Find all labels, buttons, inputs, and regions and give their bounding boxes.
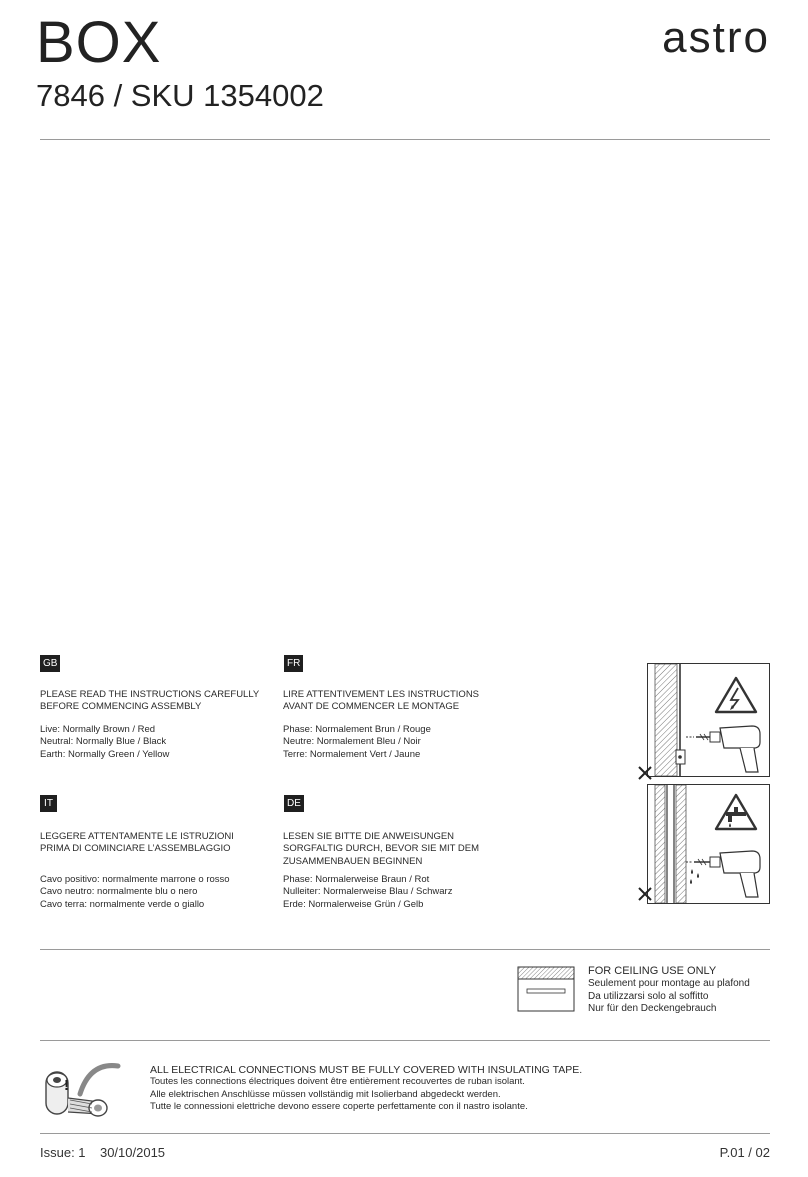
section-divider [40,949,770,950]
de-wiring [283,874,452,911]
lang-badge-fr: FR [284,655,303,672]
de-wiring-live: Phase: Normalerweise Braun / Rot [283,874,430,885]
footer-divider [40,1133,770,1134]
tape-notice-en: ALL ELECTRICAL CONNECTIONS MUST BE FULLY COVERED WITH INSULATING TAPE. [150,1064,583,1076]
de-wiring-earth: Erde: Normalerweise Grün / Gelb [283,898,424,910]
it-wiring [40,874,230,911]
it-heading-line: PRIMA DI COMINCIARE L’ASSEMBLAGGIO [40,843,231,855]
ceiling-notice-de: Nur für den Deckengebrauch [588,1003,717,1015]
tape-notice [150,1064,582,1114]
de-heading [283,831,479,868]
fr-wiring-neutral: Neutre: Normalement Bleu / Noir [283,736,421,748]
sku-line: 7846 / SKU 1354002 [36,78,324,113]
drill-electric-cable-illustration [648,664,769,776]
it-wiring-live: Cavo positivo: normalmente marrone o rosso [40,874,230,885]
section-divider [40,1040,770,1041]
issue-date: Issue: 1 30/10/2015 [40,1145,166,1160]
ceiling-notice-en: FOR CEILING USE ONLY [588,965,717,977]
lang-badge-it: IT [40,795,57,812]
ceiling-mount-icon [517,966,575,1012]
gb-wiring-neutral: Neutral: Normally Blue / Black [40,736,167,748]
ceiling-notice-fr: Seulement pour montage au plafond [588,977,750,989]
brand-logo: astro [662,13,770,62]
de-heading-line: ZUSAMMENBAUEN BEGINNEN [283,855,423,867]
gb-heading-line: PLEASE READ THE INSTRUCTIONS CAREFULLY [40,689,260,700]
gb-heading [40,689,259,714]
warning-panel-electric [647,663,770,777]
page-number: P.01 / 02 [719,1145,770,1160]
tape-notice-it: Tutte le connessioni elettriche devono essere coperte perfettamente con il nastro isolante. [150,1101,528,1113]
lang-badge-de: DE [284,795,304,812]
header-divider [40,139,770,140]
fr-wiring-earth: Terre: Normalement Vert / Jaune [283,748,421,760]
it-wiring-earth: Cavo terra: normalmente verde o giallo [40,898,205,910]
fr-heading [283,689,479,714]
fr-wiring [283,724,431,761]
drill-water-pipe-illustration [648,785,769,903]
fr-heading-line: LIRE ATTENTIVEMENT LES INSTRUCTIONS [283,689,480,700]
de-wiring-neutral: Nulleiter: Normalerweise Blau / Schwarz [283,886,453,898]
tape-notice-de: Alle elektrischen Anschlüsse müssen vollständig mit Isolierband abgedeckt werden. [150,1088,501,1100]
ceiling-notice-it: Da utilizzarsi solo al soffitto [588,990,709,1002]
it-heading [40,831,234,856]
ceiling-notice [588,965,750,1016]
de-heading-line: LESEN SIE BITTE DIE ANWEISUNGEN [283,831,455,842]
lang-badge-gb: GB [40,655,60,672]
it-wiring-neutral: Cavo neutro: normalmente blu o nero [40,886,198,898]
close-icon [638,887,652,901]
warning-mark: ! [64,1077,69,1094]
de-heading-line: SORGFALTIG DURCH, BEVOR SIE MIT DEM [283,843,480,855]
gb-wiring-live: Live: Normally Brown / Red [40,724,156,735]
gb-wiring-earth: Earth: Normally Green / Yellow [40,748,170,760]
gb-heading-line: BEFORE COMMENCING ASSEMBLY [40,701,202,713]
gb-wiring [40,724,169,761]
fr-wiring-live: Phase: Normalement Brun / Rouge [283,724,431,735]
it-heading-line: LEGGERE ATTENTAMENTE LE ISTRUZIONI [40,831,234,842]
product-title: BOX [36,10,162,75]
tape-notice-fr: Toutes les connections électriques doivent être entièrement recouvertes de ruban isolant. [150,1076,525,1088]
fr-heading-line: AVANT DE COMMENCER LE MONTAGE [283,701,460,713]
close-icon [638,766,652,780]
warning-panel-water [647,784,770,904]
insulating-tape-icon [40,1054,122,1122]
